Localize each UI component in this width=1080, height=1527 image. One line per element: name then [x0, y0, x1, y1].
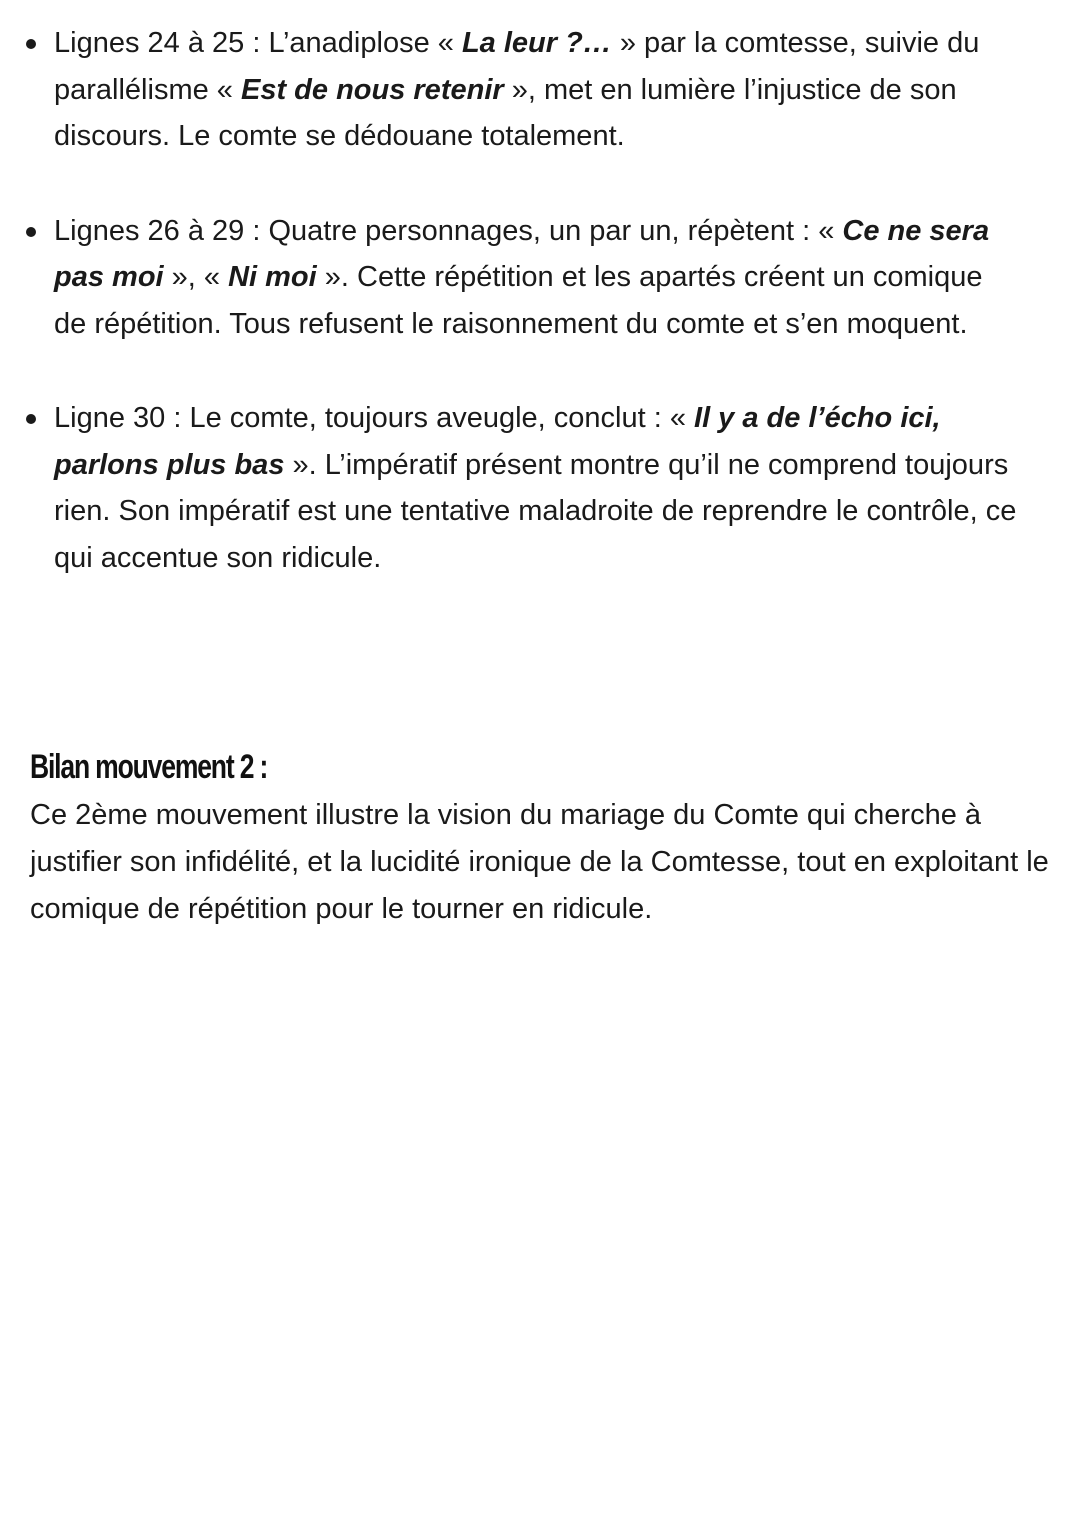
bullet-text-segment: », met en lumière l’injustice de son discours. Le comte se dédouane totalement.	[54, 73, 957, 152]
bullet-dot-icon	[26, 414, 36, 424]
bilan-section	[30, 742, 1060, 933]
bullet-dot-icon	[26, 227, 36, 237]
bullet-item-lines-24-25	[0, 20, 1080, 160]
bullet-text	[54, 27, 979, 152]
bullet-text-segment: ». Cette répétition et les apartés créent un comique de répétition. Tous refusent le raisonnement du comte et s’en moquent.	[54, 261, 983, 340]
bilan-paragraph: Ce 2ème mouvement illustre la vision du mariage du Comte qui cherche à justifier son infidélité, et la lucidité ironique de la Comtesse, tout en exploitant le comique de répétition pour le tourner en ridicule.	[30, 799, 1049, 925]
bullet-text-segment: ». L’impératif présent montre qu’il ne comprend toujours rien. Son impératif est une tentative maladroite de reprendre le contrôle, ce qui accentue son ridicule.	[54, 448, 1017, 574]
bullet-text	[54, 402, 1016, 574]
bullet-text-segment: Ligne 30 : Le comte, toujours aveugle, conclut : «	[54, 402, 695, 434]
bullet-text-segment: » par la comtesse, suivie du parallélisme «	[54, 27, 980, 106]
quoted-citation: Ni moi	[228, 261, 317, 293]
bullet-dot-icon	[26, 39, 36, 49]
quoted-citation: La leur ?…	[461, 27, 612, 59]
bullet-text-segment: Lignes 26 à 29 : Quatre personnages, un par un, répètent : «	[54, 214, 843, 247]
bilan-heading: Bilan mouvement 2 :	[30, 748, 268, 786]
bullet-text-segment: », «	[163, 261, 229, 293]
bullet-text	[54, 215, 989, 340]
quoted-citation: Ce ne sera pas moi	[54, 214, 990, 293]
quoted-citation: Est de nous retenir	[240, 73, 504, 106]
quoted-citation: Il y a de l’écho ici, parlons plus bas	[54, 402, 941, 481]
bullet-item-lines-26-29	[0, 208, 1080, 348]
bullet-text-segment: Lignes 24 à 25 : L’anadiplose «	[54, 27, 462, 59]
analysis-bullet-list	[0, 20, 1080, 629]
bullet-item-line-30	[0, 395, 1080, 581]
